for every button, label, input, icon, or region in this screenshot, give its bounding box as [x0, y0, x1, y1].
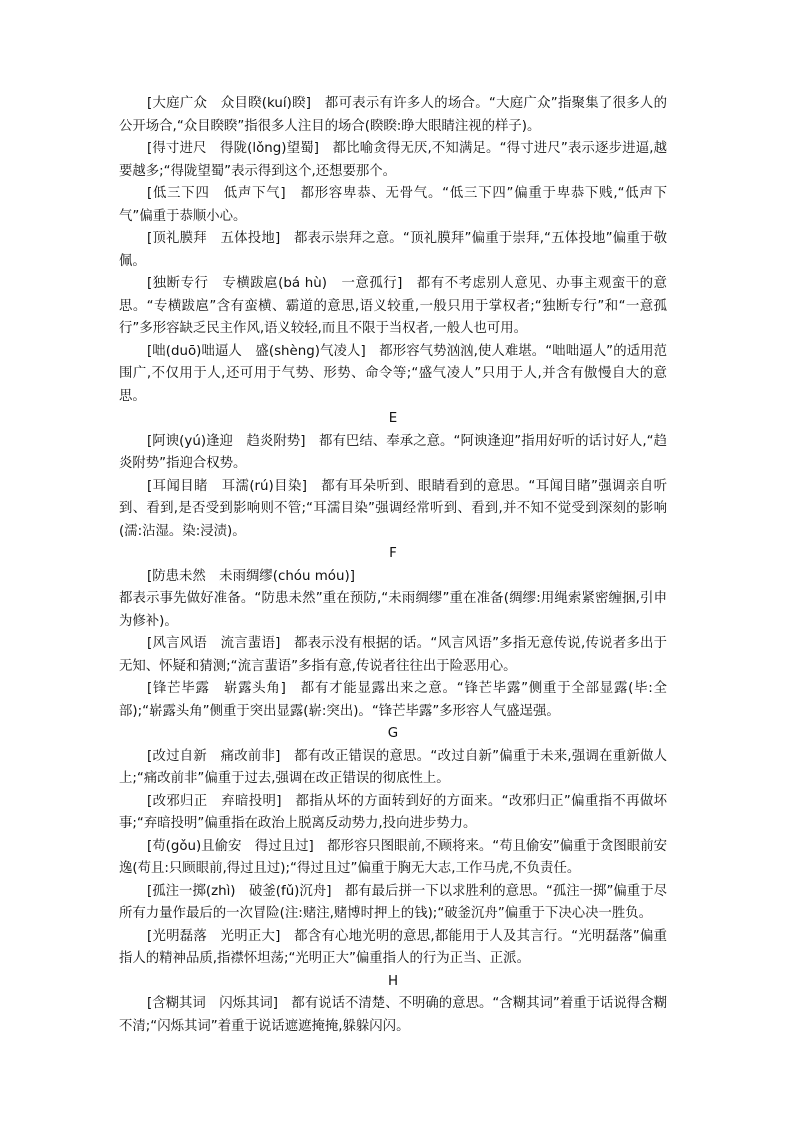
entry-gai-xie-gui-zheng: [改邪归正 弃暗投明] 都指从坏的方面转到好的方面来。“改邪归正”偏重指不再做坏事;“弃暗投明”偏重指在政治上脱离反动势力,投向进步势力。 [119, 793, 667, 831]
entry-duo-duo-bi-ren: [咄(duō)咄逼人 盛(shèng)气凌人] 都形容气势汹汹,使人难堪。“咄咄逼人”的适用范围广,不仅用于人,还可用于气势、形势、命令等;“盛气凌人”只用于人,并含有傲慢自大的意思。 [119, 343, 667, 404]
entry-han-hu-qi-ci: [含糊其词 闪烁其词] 都有说话不清楚、不明确的意思。“含糊其词”着重于话说得含糊不清;“闪烁其词”着重于说话遮遮掩掩,躲躲闪闪。 [119, 996, 667, 1034]
entry-di-san-xia-si: [低三下四 低声下气] 都形容卑恭、无骨气。“低三下四”偏重于卑恭下贱,“低声下气”偏重于恭顺小心。 [119, 186, 667, 224]
section-letter-f: F [389, 546, 397, 561]
entry-guang-ming-lei-luo: [光明磊落 光明正大] 都含有心地光明的意思,都能用于人及其言行。“光明磊落”偏重指人的精神品质,指襟怀坦荡;“光明正大”偏重指人的行为正当、正派。 [119, 928, 667, 966]
section-letter-g: G [387, 726, 399, 741]
entry-e-yu-feng-ying: [阿谀(yú)逢迎 趋炎附势] 都有巴结、奉承之意。“阿谀逢迎”指用好听的话讨好人,“趋炎附势”指迎合权势。 [119, 433, 667, 471]
entry-feng-yan-feng-yu: [风言风语 流言蜚语] 都表示没有根据的话。“风言风语”多指无意传说,传说者多出于无知、怀疑和猜测;“流言蜚语”多指有意,传说者往往出于险恶用心。 [119, 636, 667, 674]
entry-fang-huan-wei-ran-heading: [防患未然 未雨绸缪(chóu móu)] [147, 568, 355, 584]
entry-fang-huan-wei-ran-body: 都表示事先做好准备。“防患未然”重在预防,“未雨绸缪”重在准备(绸缪:用绳索紧密缠捆,引申为修补)。 [119, 591, 667, 629]
entry-feng-mang-bi-lu: [锋芒毕露 崭露头角] 都有才能显露出来之意。“锋芒毕露”侧重于全部显露(毕:全部);“崭露头角”侧重于突出显露(崭:突出)。“锋芒毕露”多形容人气盛逞强。 [119, 681, 667, 719]
entry-gai-guo-zi-xin: [改过自新 痛改前非] 都有改正错误的意思。“改过自新”偏重于未来,强调在重新做人上;“痛改前非”偏重于过去,强调在改正错误的彻底性上。 [119, 748, 667, 786]
entry-da-ting-guang-zhong: [大庭广众 众目睽(kuí)睽] 都可表示有许多人的场合。“大庭广众”指聚集了很多人的公开场合,“众目睽睽”指很多人注目的场合(睽睽:睁大眼睛注视的样子)。 [119, 96, 667, 134]
entry-ding-li-mo-bai: [顶礼膜拜 五体投地] 都表示崇拜之意。“顶礼膜拜”偏重于崇拜,“五体投地”偏重于敬佩。 [119, 231, 667, 269]
section-letter-e: E [388, 411, 398, 426]
entry-gou-qie-tou-an: [苟(gǒu)且偷安 得过且过] 都形容只图眼前,不顾将来。“苟且偷安”偏重于贪图眼前安逸(苟且:只顾眼前,得过且过);“得过且过”偏重于胸无大志,工作马虎,不负责任。 [119, 838, 667, 876]
document-page [119, 93, 667, 1038]
entry-er-wen-mu-du: [耳闻目睹 耳濡(rú)目染] 都有耳朵听到、眼睛看到的意思。“耳闻目睹”强调亲自听到、看到,是否受到影响则不管;“耳濡目染”强调经常听到、看到,并不知不觉受到深刻的影响(濡:沾湿。染:浸渍)。 [119, 478, 667, 539]
section-letter-h: H [387, 973, 399, 989]
entry-de-cun-jin-chi: [得寸进尺 得陇(lǒng)望蜀] 都比喻贪得无厌,不知满足。“得寸进尺”表示逐步进逼,越要越多;“得陇望蜀”表示得到这个,还想要那个。 [119, 141, 667, 179]
entry-gu-zhu-yi-zhi: [孤注一掷(zhì) 破釜(fǔ)沉舟] 都有最后拼一下以求胜利的意思。“孤注一掷”偏重于尽所有力量作最后的一次冒险(注:赌注,赌博时押上的钱);“破釜沉舟”偏重于下决心决一胜负。 [119, 883, 667, 921]
entry-du-duan-zhuan-xing: [独断专行 专横跋扈(bá hù) 一意孤行] 都有不考虑别人意见、办事主观蛮干的意思。“专横跋扈”含有蛮横、霸道的意思,语义较重,一般只用于掌权者;“独断专行”和“一意孤行”多形容缺乏民主作风,语义较轻,而且不限于当权者,一般人也可用。 [119, 276, 667, 336]
